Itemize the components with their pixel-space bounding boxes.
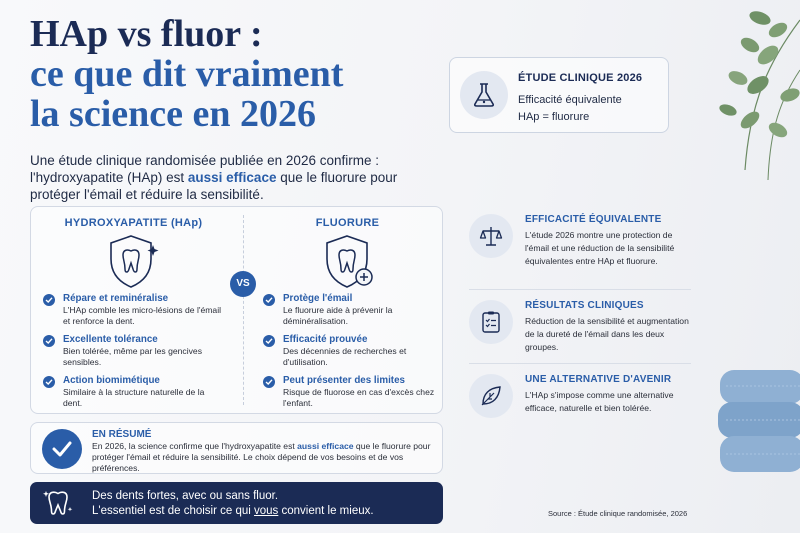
study-card (449, 57, 669, 133)
hap-item-title: Répare et reminéralise (63, 293, 169, 304)
check-icon (263, 294, 275, 306)
check-icon (43, 294, 55, 306)
summary-heading: EN RÉSUMÉ (92, 429, 152, 440)
hap-item-desc: Similaire à la structure naturelle de la dent. (63, 387, 205, 408)
banner-line-1: Des dents fortes, avec ou sans fluor. (92, 490, 279, 502)
clipboard-checklist-icon (469, 300, 513, 344)
comparison-panel (30, 206, 443, 414)
fluor-item-title: Protège l'émail (283, 293, 353, 304)
scale-icon (469, 214, 513, 258)
summary-text-before: En 2026, la science confirme que l'hydroxyapatite est (92, 441, 298, 451)
fluor-item-title: Efficacité prouvée (283, 334, 368, 345)
feature-separator (469, 363, 691, 364)
feature-text: L'HAp s'impose comme une alternative efficace, naturelle et bien tolérée. (525, 390, 674, 413)
tooth-sparkle-icon (42, 489, 74, 517)
feature-text: Réduction de la sensibilité et augmentation de la dureté de l'émail dans les deux groupes. (525, 316, 689, 352)
feature-heading: EFFICACITÉ ÉQUIVALENTE (525, 214, 662, 225)
hap-item-title: Action biomimétique (63, 375, 160, 386)
page-title (30, 14, 450, 134)
study-line-2: HAp = fluorure (518, 111, 590, 123)
checkmark-circle-icon (42, 429, 82, 469)
summary-text-after: que le fluorure pour protéger l'émail et réduire la sensibilité. Le choix dépend de vos besoins et de vos préférences. (92, 441, 431, 473)
check-icon (43, 335, 55, 347)
intro-highlight: aussi efficace (187, 170, 277, 185)
summary-highlight: aussi efficace (297, 441, 354, 451)
fluor-item-desc: Le fluorure aide à prévenir la déminéralisation. (283, 305, 393, 326)
title-line-1: HAp vs fluor : (30, 13, 263, 55)
feature-heading: RÉSULTATS CLINIQUES (525, 300, 644, 311)
hap-item-desc: Bien tolérée, même par les gencives sensibles. (63, 346, 203, 367)
feature-text: L'étude 2026 montre une protection de l'émail et une réduction de la sensibilité équivalentes entre HAp et fluorure. (525, 230, 675, 266)
tooth-plus-shield-icon (323, 233, 377, 289)
summary-card (30, 422, 443, 474)
intro-text-before: Une étude clinique randomisée publiée en 2026 confirme : l'hydroxyapatite (HAp) est (30, 153, 379, 185)
feature-separator (469, 289, 691, 290)
flask-icon (460, 71, 508, 119)
fluor-column-heading: FLUORURE (315, 217, 380, 229)
fluor-item-desc: Risque de fluorose en cas d'excès chez l'enfant. (283, 387, 435, 408)
intro-text-after: que le fluorure pour protéger l'émail et réduire la sensibilité. (30, 170, 398, 202)
banner-line-2-after: convient le mieux. (278, 505, 374, 517)
summary-text (92, 441, 437, 474)
eucalyptus-leaves-decoration (650, 0, 800, 200)
title-line-3: la science en 2026 (30, 93, 317, 135)
study-heading: ÉTUDE CLINIQUE 2026 (518, 72, 643, 84)
closing-banner (30, 482, 443, 524)
fluor-item-desc: Des décennies de recherches et d'utilisation. (283, 346, 407, 367)
hap-column-heading: HYDROXYAPATITE (HAp) (64, 217, 203, 229)
title-line-2: ce que dit vraiment (30, 53, 344, 95)
source-note: Source : Étude clinique randomisée, 2026 (548, 509, 688, 518)
study-text (518, 92, 622, 126)
towel-decoration (716, 360, 800, 480)
check-icon (263, 335, 275, 347)
feature-heading: UNE ALTERNATIVE D'AVENIR (525, 374, 672, 385)
hap-item-desc: L'HAp comble les micro-lésions de l'émail et renforce la dent. (63, 305, 222, 326)
tooth-sparkle-shield-icon (107, 233, 161, 289)
vs-badge: VS (230, 271, 256, 297)
intro-paragraph (30, 152, 430, 203)
column-divider (243, 215, 244, 405)
fluor-item-title: Peut présenter des limites (283, 375, 405, 386)
banner-line-2 (92, 504, 374, 519)
check-icon (263, 376, 275, 388)
study-line-1: Efficacité équivalente (518, 94, 622, 106)
banner-line-2-before: L'essentiel est de choisir ce qui (92, 505, 255, 517)
banner-underlined-word: vous (254, 505, 279, 517)
hap-item-title: Excellente tolérance (63, 334, 158, 345)
leaf-icon (469, 374, 513, 418)
banner-text (92, 489, 374, 519)
check-icon (43, 376, 55, 388)
